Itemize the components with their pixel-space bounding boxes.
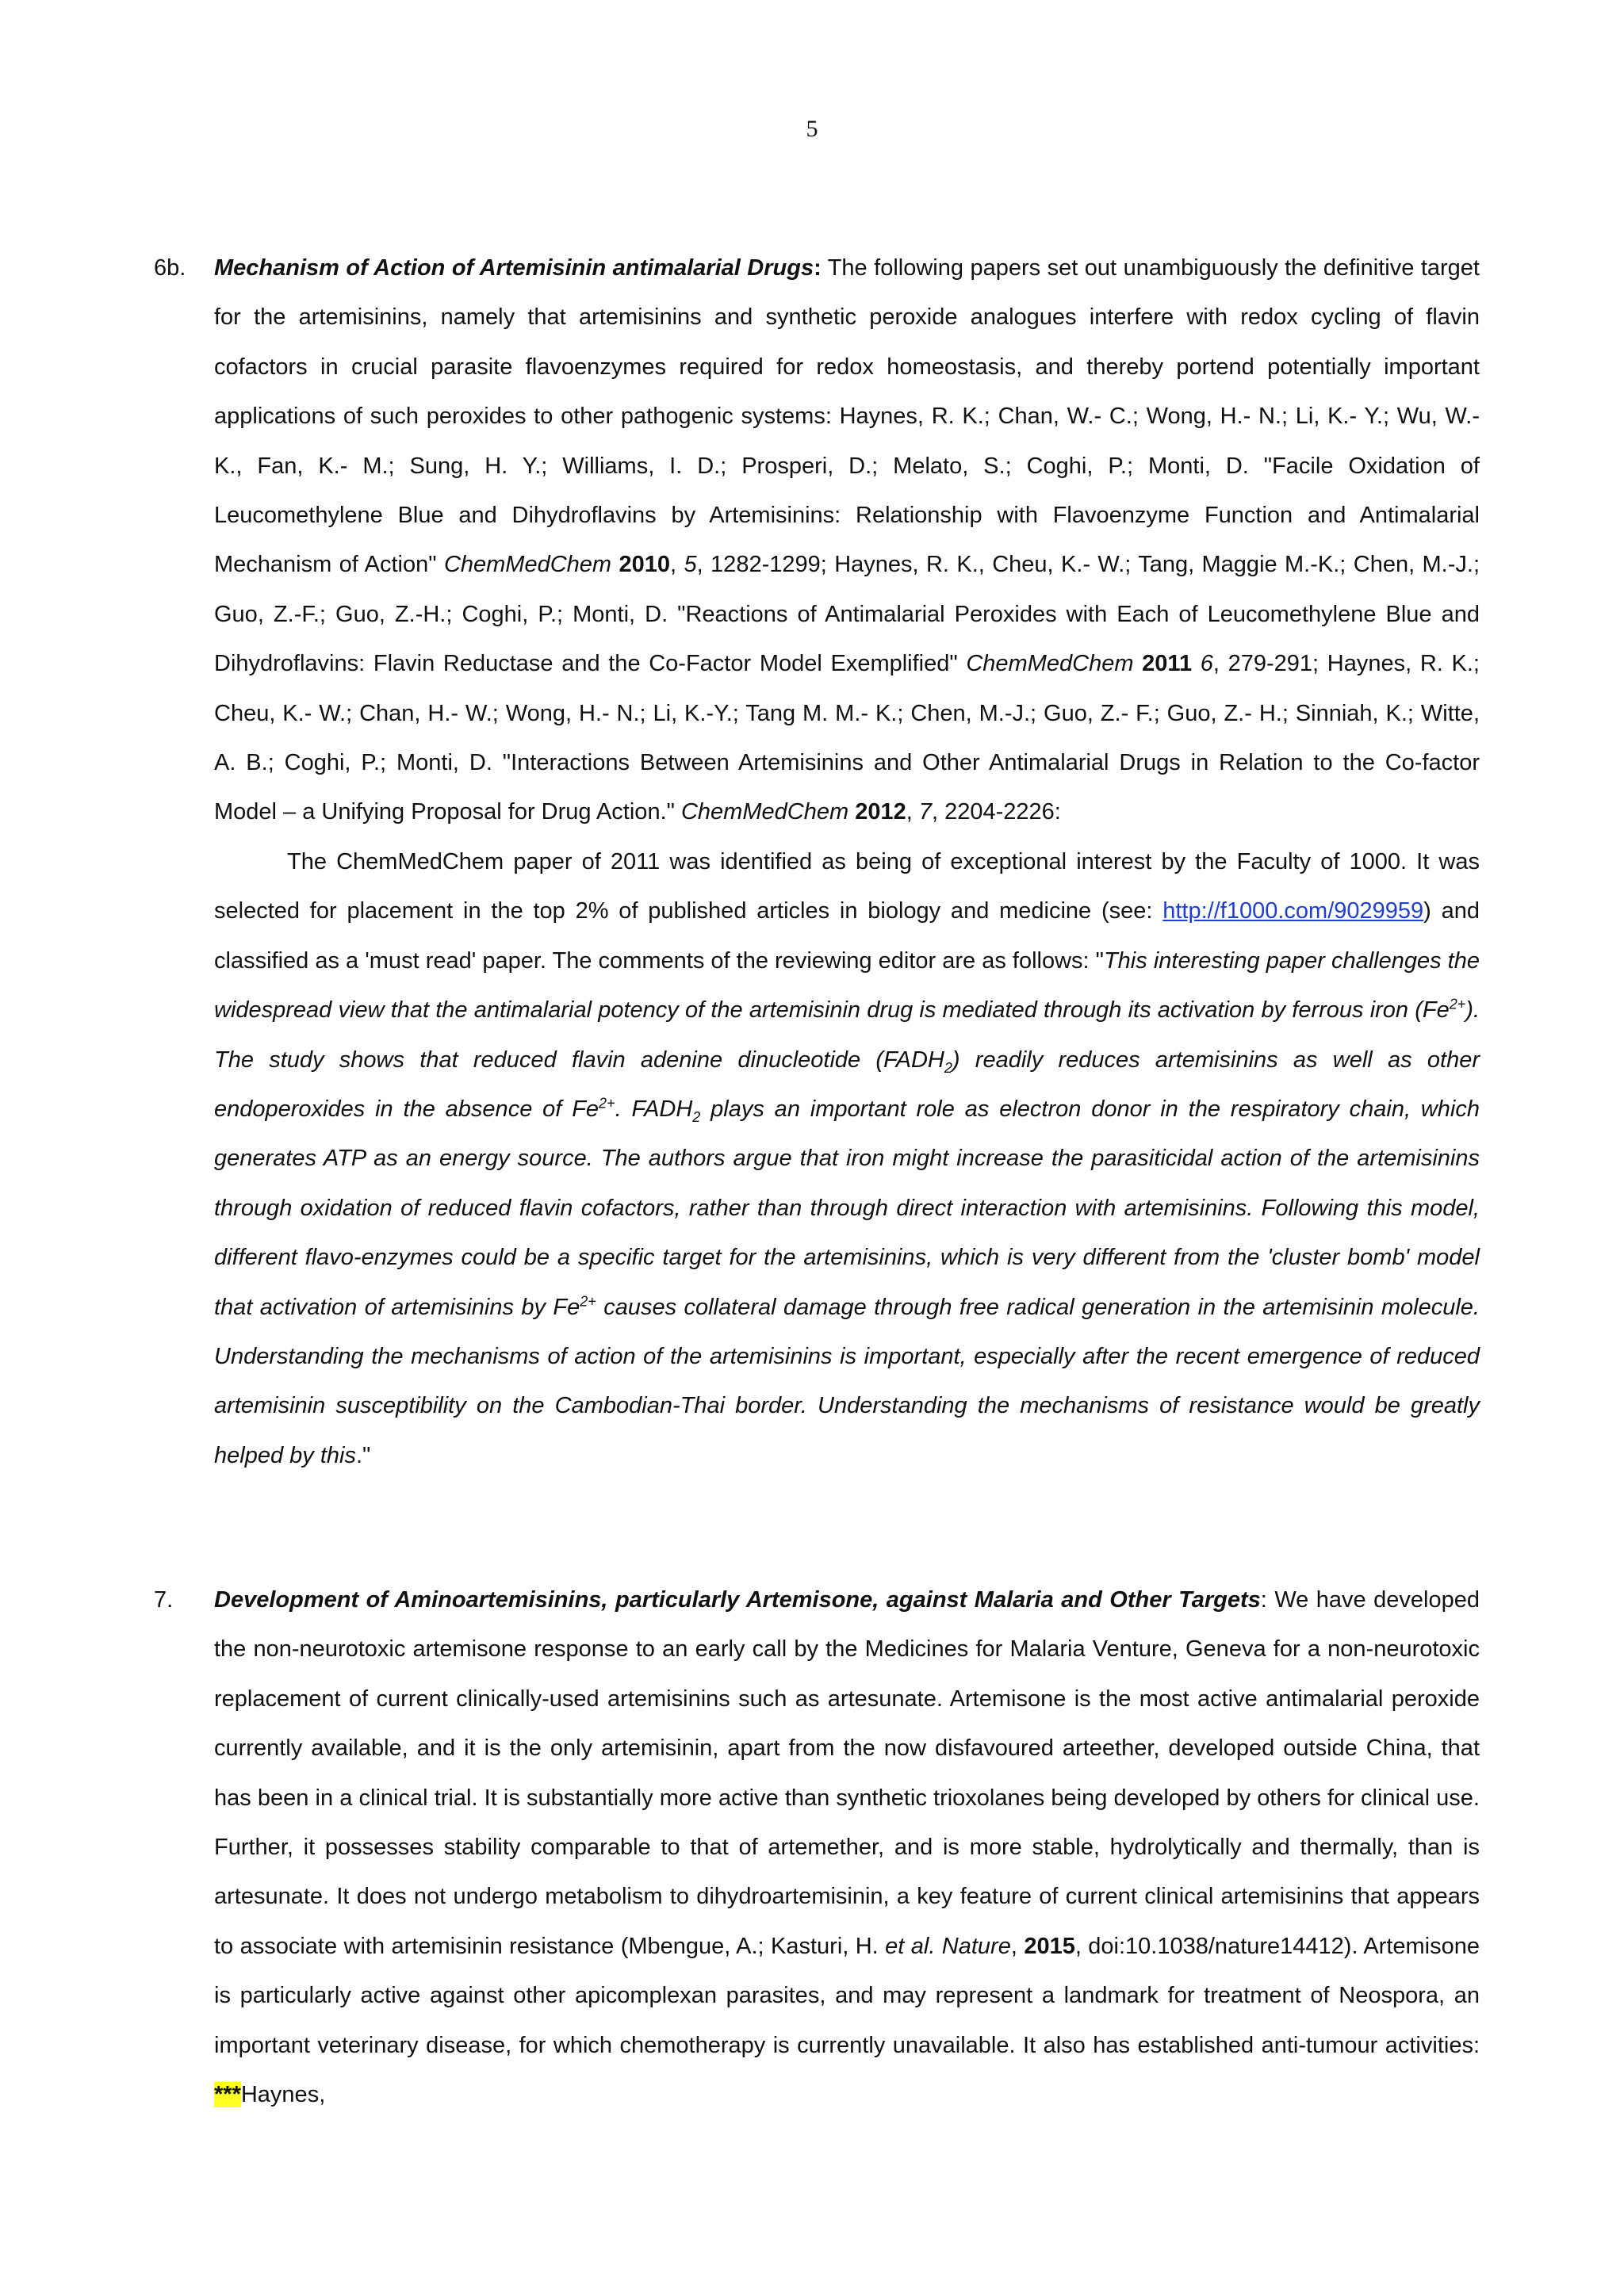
section-7-body-1: We have developed the non-neurotoxic artemisone response to an early call by the Medicines for Malaria Venture, Geneva for a non-neurotoxic replacement of current clinically-used artemisinins such as artesunate. Artemisone is the most active antimalarial peroxide currently available, and it is the only artemisinin, apart from the now disfavoured arteether, developed outside China, that has been in a clinical trial. It is substantially more active than synthetic trioxolanes being developed by others for clinical use. Further, it possesses stability comparable to that of artemether, and is more stable, hydrolytically and thermally, than is artesunate. It does not undergo metabolism to dihydroartemisinin, a key feature of current clinical artemisinins that appears to associate with artemisinin resistance (Mbengue, A.; Kasturi, H. bbox=[214, 1587, 1480, 1959]
fe-superscript: 2+ bbox=[1449, 996, 1466, 1012]
quote-part-4: . FADH bbox=[615, 1096, 693, 1122]
section-6b-title: Mechanism of Action of Artemisinin antimalarial Drugs bbox=[214, 255, 814, 281]
section-7 bbox=[154, 1575, 1480, 2119]
editor-quote bbox=[214, 948, 1480, 1468]
fe-superscript: 2+ bbox=[580, 1292, 596, 1309]
ref1-volume: 5 bbox=[684, 552, 697, 578]
quote-part-5: plays an important role as electron donor in the respiratory chain, which generates ATP as an energy source. The authors argue that iron might increase the parasiticidal action of the artemisinins through oxidation of reduced flavin cofactors, rather than through direct interaction with artemisinins. Following this model, different flavo-enzymes could be a specific target for the artemisinins, which is very different from the 'cluster bomb' model that activation of artemisinins by Fe bbox=[214, 1096, 1480, 1320]
section-7-paragraph bbox=[214, 1575, 1480, 2119]
quote-end: ." bbox=[355, 1442, 371, 1468]
fadh-subscript: 2 bbox=[692, 1108, 701, 1125]
citation-etal: et al. Nature bbox=[885, 1933, 1011, 1959]
citation-separator: , bbox=[1010, 1933, 1025, 1959]
section-7-title: Development of Aminoartemisinins, particularly Artemisone, against Malaria and Other Targets bbox=[214, 1587, 1261, 1613]
f1000-link[interactable]: http://f1000.com/9029959 bbox=[1162, 898, 1424, 924]
section-6b-paragraph-1 bbox=[214, 243, 1480, 837]
section-6b-intro: The following papers set out unambiguously the definitive target for the artemisinins, namely that artemisinins and synthetic peroxide analogues interfere with redox cycling of flavin cofactors in crucial parasite flavoenzymes required for redox homeostasis, and thereby portend potentially important applications of such peroxides to other pathogenic systems: Haynes, R. K.; Chan, W.- C.; Wong, H.- N.; Li, K.- Y.; Wu, W.- K., Fan, K.- M.; Sung, H. Y.; Williams, I. D.; Prosperi, D.; Melato, S.; Coghi, P.; Monti, D. "Facile Oxidation of Leucomethylene Blue and Dihydroflavins by Artemisinins: Relationship with Flavoenzyme Function and Antimalarial Mechanism of Action" bbox=[214, 255, 1480, 578]
ref3-pages: , 2204-2226: bbox=[931, 799, 1061, 825]
quote-part-2: ). The study shows that reduced flavin adenine dinucleotide (FADH bbox=[214, 997, 1480, 1073]
page-number: 5 bbox=[806, 116, 818, 142]
ref3-volume: 7 bbox=[918, 799, 932, 825]
highlight-stars: *** bbox=[214, 2082, 241, 2108]
f1000-text-a: The ChemMedChem paper of 2011 was identified as being of exceptional interest by the Faculty of 1000. It was selected for placement in the top 2% of published articles in biology and medicine (see: bbox=[214, 848, 1480, 924]
ref2-year: 2011 bbox=[1142, 651, 1193, 677]
quote-part-6: causes collateral damage through free radical generation in the artemisinin molecule. Understanding the mechanisms of action of the artemisinins is important, especially after the recent emergence of reduced artemisinin susceptibility on the Cambodian-Thai border. Understanding the mechanisms of resistance would be greatly helped by this bbox=[214, 1294, 1480, 1468]
section-7-body-2: , doi:10.1038/nature14412). Artemisone is particularly active against other apicomplexan parasites, and may represent a landmark for treatment of Neospora, an important veterinary disease, for which chemotherapy is currently unavailable. It also has established anti-tumour activities: bbox=[214, 1933, 1480, 2058]
section-6b-number: 6b. bbox=[154, 255, 186, 281]
ref1-year: 2010 bbox=[619, 552, 671, 578]
fadh-subscript: 2 bbox=[944, 1059, 952, 1076]
f1000-text-b: ) and classified as a 'must read' paper. The comments of the reviewing editor are as follows: " bbox=[214, 898, 1480, 974]
ref1-separator: , bbox=[670, 552, 684, 578]
journal-name: ChemMedChem bbox=[966, 651, 1134, 677]
fe-superscript: 2+ bbox=[599, 1095, 615, 1112]
journal-name: ChemMedChem bbox=[680, 799, 849, 825]
journal-name: ChemMedChem bbox=[443, 552, 612, 578]
section-6b-paragraph-2 bbox=[214, 837, 1480, 1480]
ref3-year: 2012 bbox=[855, 799, 906, 825]
section-6b-title-colon: : bbox=[814, 255, 822, 281]
section-7-trailing: Haynes, bbox=[240, 2082, 326, 2108]
ref2-volume: 6 bbox=[1200, 651, 1213, 677]
quote-part-3: ) readily reduces artemisinins as well as other endoperoxides in the absence of Fe bbox=[214, 1047, 1480, 1122]
section-7-title-colon: : bbox=[1260, 1587, 1267, 1613]
ref3-separator: , bbox=[906, 799, 919, 825]
ref1-pages: , 1282-1299; Haynes, R. K., Cheu, K.- W.; Tang, Maggie M.-K.; Chen, M.-J.; Guo, Z.-F.; Guo, Z.-H.; Coghi, P.; Monti, D. "Reactions of Antimalarial Peroxides with Each of Leucomethylene Blue and Dihydroflavins: Flavin Reductase and the Co-Factor Model Exemplified" bbox=[214, 552, 1480, 677]
quote-part-1: This interesting paper challenges the widespread view that the antimalarial potency of the artemisinin drug is mediated through its activation by ferrous iron (Fe bbox=[214, 947, 1480, 1024]
ref2-pages: , 279-291; Haynes, R. K.; Cheu, K.- W.; Chan, H.- W.; Wong, H.- N.; Li, K.-Y.; Tang M. M.- K.; Chen, M.-J.; Guo, Z.- F.; Guo, Z.- H.; Sinniah, K.; Witte, A. B.; Coghi, P.; Monti, D. "Interactions Between Artemisinins and Other Antimalarial Drugs in Relation to the Co-factor Model – a Unifying Proposal for Drug Action." bbox=[214, 651, 1480, 825]
citation-year: 2015 bbox=[1024, 1933, 1075, 1959]
section-6b bbox=[154, 243, 1480, 1480]
section-7-number: 7. bbox=[154, 1587, 174, 1613]
